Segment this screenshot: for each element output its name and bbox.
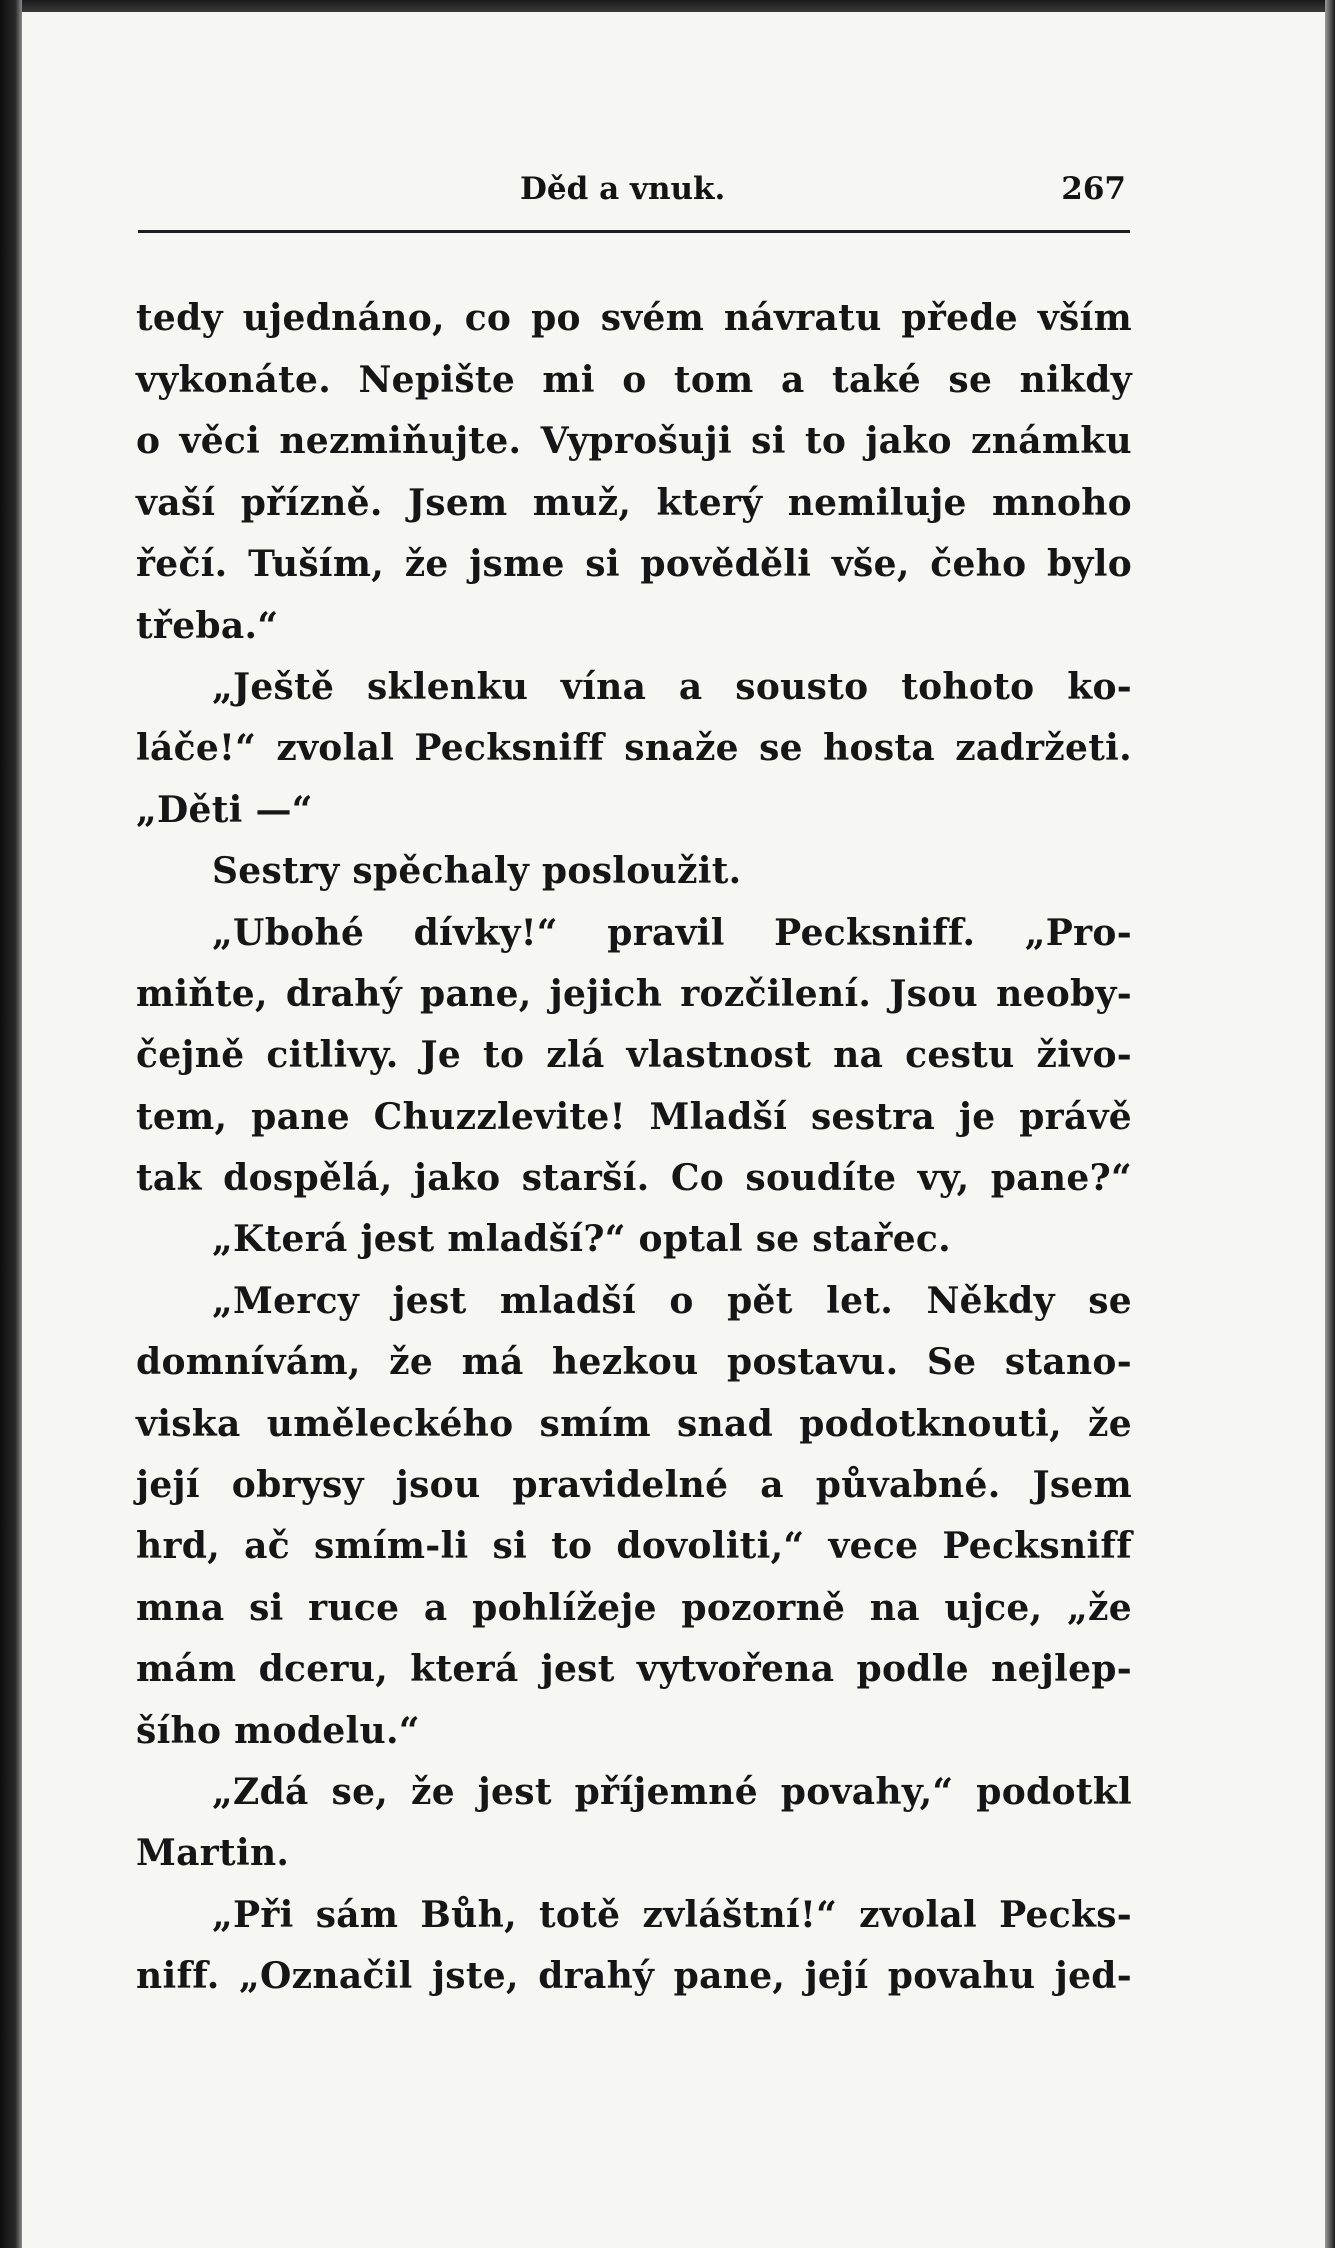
text-line: „Zdá se, že jest příjemné povahy,“ podotkl	[212, 1770, 1132, 1813]
text-line: „Ještě sklenku vína a sousto tohoto ko-	[212, 665, 1132, 708]
text-line: řečí. Tuším, že jsme si pověděli vše, čeho bylo	[136, 543, 1132, 586]
page-number: 267	[1061, 171, 1126, 207]
text-line: miňte, drahý pane, jejich rozčilení. Jsou neoby-	[136, 972, 1132, 1015]
text-line: tedy ujednáno, co po svém návratu přede vším	[136, 297, 1132, 339]
scan-edge-right	[1325, 0, 1335, 2248]
text-line: „Ubohé dívky!“ pravil Pecksniff. „Pro-	[212, 911, 1132, 954]
text-line: Sestry spěchaly posloužit.	[212, 850, 742, 893]
text-line: hrd, ač smím-li si to dovoliti,“ vece Pecksniff	[136, 1525, 1132, 1568]
text-line: domnívám, že má hezkou postavu. Se stano-	[136, 1341, 1132, 1384]
text-line: viska uměleckého smím snad podotknouti, že	[136, 1402, 1132, 1445]
running-title: Děd a vnuk.	[520, 171, 726, 207]
text-line: niff. „Označil jste, drahý pane, její povahu jed-	[136, 1955, 1132, 1998]
text-line: Martin.	[136, 1832, 290, 1875]
page-header	[140, 165, 1140, 215]
text-line: „Děti —“	[136, 788, 313, 831]
text-line: láče!“ zvolal Pecksniff snaže se hosta zadržeti.	[136, 727, 1132, 770]
text-line: vaší přízně. Jsem muž, který nemiluje mnoho	[136, 481, 1132, 524]
header-rule	[138, 230, 1130, 233]
text-line: o věci nezmiňujte. Vyprošuji si to jako známku	[136, 420, 1132, 463]
text-line: třeba.“	[136, 604, 279, 647]
text-line: mna si ruce a pohlížeje pozorně na ujce, „že	[136, 1586, 1132, 1629]
text-line: její obrysy jsou pravidelné a půvabné. Jsem	[136, 1464, 1132, 1507]
text-line: vykonáte. Nepište mi o tom a také se nikdy	[136, 359, 1132, 401]
text-line: mám dceru, která jest vytvořena podle nejlep-	[136, 1648, 1132, 1691]
text-line: „Která jest mladší?“ optal se stařec.	[212, 1218, 951, 1261]
text-line: šího modelu.“	[136, 1709, 420, 1752]
scan-edge-top	[0, 0, 1335, 12]
scan-edge-left	[0, 0, 22, 2248]
text-line: „Mercy jest mladší o pět let. Někdy se	[212, 1279, 1132, 1322]
text-line: čejně citlivy. Je to zlá vlastnost na cestu živo-	[136, 1034, 1132, 1077]
body-text	[136, 288, 1132, 2008]
text-line: tem, pane Chuzzlevite! Mladší sestra je právě	[136, 1095, 1132, 1138]
text-line: „Při sám Bůh, totě zvláštní!“ zvolal Pecks-	[212, 1893, 1132, 1936]
text-line: tak dospělá, jako starší. Co soudíte vy, pane?“	[136, 1157, 1132, 1200]
